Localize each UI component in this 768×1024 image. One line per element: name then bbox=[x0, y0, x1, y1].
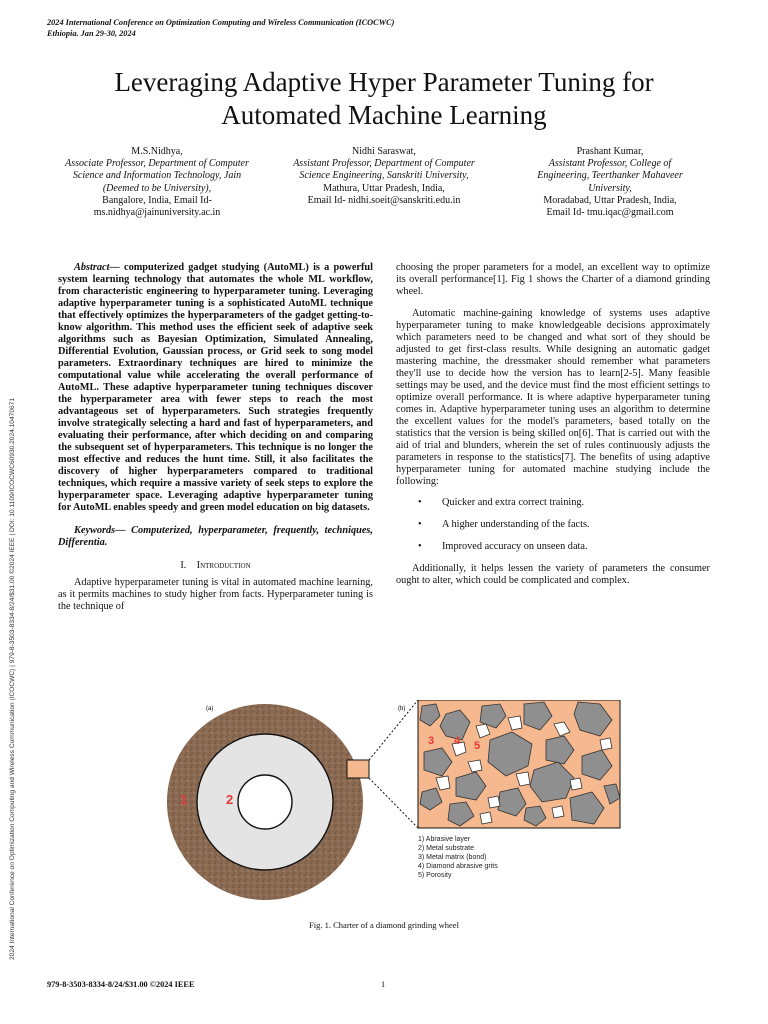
right-column bbox=[396, 262, 710, 587]
legend-item: 1) Abrasive layer bbox=[418, 836, 471, 843]
zoom-line-top bbox=[369, 700, 418, 760]
author-location: Bangalore, India, Email Id- bbox=[102, 194, 212, 206]
abstract-label: Abstract— bbox=[74, 262, 120, 273]
section-number: I. bbox=[180, 560, 187, 571]
conference-location-date: Ethiopia. Jan 29-30, 2024 bbox=[47, 29, 136, 38]
magnified-section bbox=[418, 700, 620, 828]
page-number: 1 bbox=[381, 980, 386, 989]
legend-item: 5) Porosity bbox=[418, 872, 452, 879]
right-paragraph-2: Automatic machine-gaining knowledge of systems uses adaptive hyperparameter tuning to make knowledgeable decisions approximately which parameters need to be changed and what sort of they should be adjusted to get first-class results. While designing an automatic gadget mastering machine, the dressmaker should remember what parameters they'll use to decide how the version has to learn[2-5]. Many feasible settings may be used, and the device must find the most efficient settings to optimize overall performance. It is where adaptive hyperparameter tuning comes in. Adaptive hyperparameter tuning uses an algorithm to determine the excellent values for the model's parameters, based totally on the statistics that the version is being skilled on[6]. That is carried out with the aid of trial and blunders, wherein the set of rules continuously adjusts the parameters in response to the statistics[7]. The benefits of using adaptive hyperparameter tuning for automated machine studying include the following: bbox=[396, 308, 710, 487]
benefits-list bbox=[396, 497, 710, 553]
list-item: • Improved accuracy on unseen data. bbox=[396, 541, 710, 553]
keywords: Keywords— Computerized, hyperparameter, frequently, techniques, Differentia. bbox=[58, 525, 373, 548]
author-email[interactable]: Email Id- nidhi.soeit@sanskriti.edu.in bbox=[307, 194, 461, 206]
legend-item: 3) Metal matrix (bond) bbox=[418, 854, 487, 861]
left-column bbox=[58, 262, 373, 613]
author-email[interactable]: Email Id- tmu.iqac@gmail.com bbox=[546, 207, 674, 219]
author-name: Prashant Kumar, bbox=[576, 146, 644, 157]
side-doi-text: 2024 International Conference on Optimization Computing and Wireless Communication (ICOCWC) | 979-8-3503-8334-8/24/$31.00 ©2024 IEEE | DOI: 10.1109/ICOCWC60930.2024.10470671 bbox=[9, 398, 16, 960]
author-affiliation: Assistant Professor, Department of Computer Science Engineering, Sanskriti University, bbox=[293, 158, 475, 182]
wheel-label-1: 1 bbox=[180, 792, 188, 807]
author-2 bbox=[290, 146, 478, 207]
author-affiliation: Associate Professor, Department of Computer Science and Information Technology, Jain (Deemed to be University), bbox=[65, 158, 249, 194]
figure-grinding-wheel bbox=[160, 700, 630, 910]
legend-item: 2) Metal substrate bbox=[418, 845, 475, 852]
conference-header bbox=[47, 17, 394, 39]
figure-label-a: (a) bbox=[206, 706, 214, 712]
right-paragraph-3: Additionally, it helps lessen the variety of parameters the consumer ought to alter, which could be complicated and complex. bbox=[396, 563, 710, 586]
legend-item: 4) Diamond abrasive grits bbox=[418, 863, 498, 870]
figure-legend bbox=[418, 836, 498, 879]
zoom-box bbox=[347, 760, 369, 778]
wheel-label-2: 2 bbox=[226, 792, 234, 807]
wheel-hole bbox=[238, 775, 292, 829]
abstract bbox=[58, 262, 373, 514]
author-name: M.S.Nidhya, bbox=[131, 146, 183, 157]
figure-caption: Fig. 1. Charter of a diamond grinding wheel bbox=[309, 920, 459, 930]
zoom-line-bottom bbox=[369, 778, 418, 828]
abstract-text: computerized gadget studying (AutoML) is a powerful system learning technology that automates the whole ML workflow, from characteristic engineering to hyperparameter tuning. Leveraging adaptive hyperparameter tuning is a sophisticated AutoML technique that effectively optimizes the hyperparameters of the gadget getting-to-know algorithm. This method uses the efficient seek of adaptive seek algorithms such as Bayesian Optimization, Simulated Annealing, Differential Evolution, Gaussian process, or Grid seek to song model parameters. Extraordinary techniques are hired to minimize the computational value while accelerating the overall performance of AutoML. These adaptive hyperparameter tuning techniques discover the hyperparameter area with fewer steps to reach the most advantageous set of hyperparameters. Such strategies frequently involve strategically selecting a hard and fast of hyperparameters, and evaluating their performance, after which deciding on and comparing the subsequent set of hyperparameters. This technique is no longer the most effective and reduces the hunt time. Still, it also facilitates the discovery of higher hyperparameters compared to traditional techniques, which require a massive variety of seek steps to explore the hyperparameter space. Leveraging adaptive hyperparameter tuning for AutoML enables speedy and green model education on big datasets. bbox=[58, 262, 373, 513]
author-1 bbox=[64, 146, 250, 219]
section-heading bbox=[58, 560, 373, 572]
grit-label-5: 5 bbox=[474, 740, 481, 752]
title-line-2: Automated Machine Learning bbox=[221, 100, 547, 130]
right-paragraph-1: choosing the proper parameters for a model, an excellent way to optimize its overall performance[1]. Fig 1 shows the Charter of a diamond grinding wheel. bbox=[396, 262, 710, 297]
paper-title bbox=[40, 66, 728, 132]
grit-label-3: 3 bbox=[428, 735, 435, 747]
grit-label-4: 4 bbox=[454, 735, 461, 747]
author-location: Moradabad, Uttar Pradesh, India, bbox=[543, 194, 677, 206]
list-item: • Quicker and extra correct training. bbox=[396, 497, 710, 509]
intro-paragraph: Adaptive hyperparameter tuning is vital in automated machine learning, as it permits machines to study higher from facts. Hyperparameter tuning is the technique of bbox=[58, 577, 373, 612]
section-title: Introduction bbox=[196, 560, 251, 571]
conference-name: 2024 International Conference on Optimization Computing and Wireless Communication (ICOCWC) bbox=[47, 18, 395, 27]
author-3 bbox=[522, 146, 698, 219]
author-affiliation: Assistant Professor, College of Engineering, Teerthanker Mahaveer University, bbox=[537, 158, 683, 194]
figure-label-b: (b) bbox=[398, 706, 406, 712]
list-item: • A higher understanding of the facts. bbox=[396, 519, 710, 531]
author-location: Mathura, Uttar Pradesh, India, bbox=[323, 182, 445, 194]
author-name: Nidhi Saraswat, bbox=[352, 146, 416, 157]
title-line-1: Leveraging Adaptive Hyper Parameter Tuning for bbox=[114, 67, 654, 97]
footer-copyright: 979-8-3503-8334-8/24/$31.00 ©2024 IEEE bbox=[47, 980, 195, 989]
author-email[interactable]: ms.nidhya@jainuniversity.ac.in bbox=[93, 207, 221, 219]
